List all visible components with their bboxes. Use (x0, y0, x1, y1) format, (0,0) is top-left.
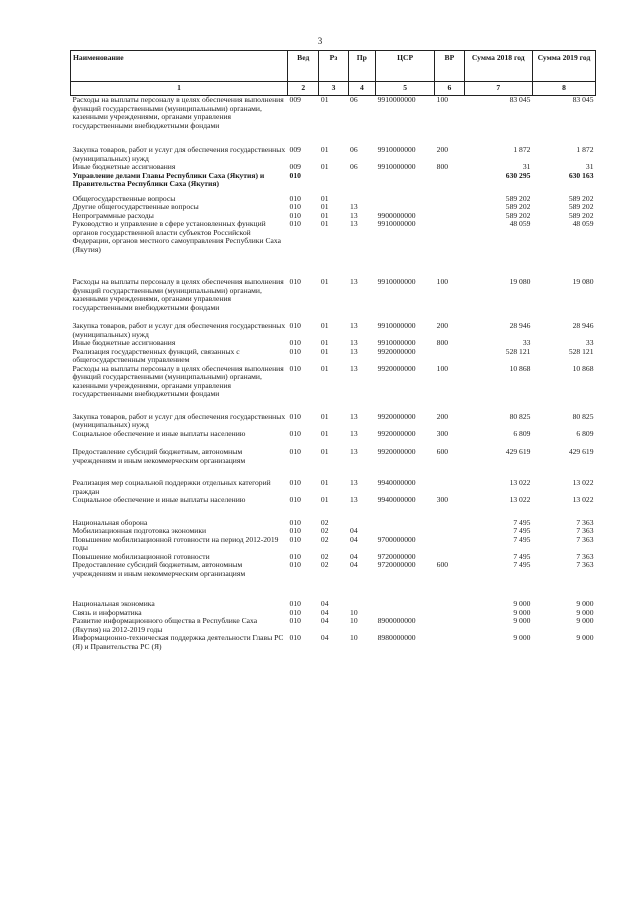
row-ved: 010 (289, 202, 301, 211)
row-name: Социальное обеспечение и иные выплаты населению (72, 428, 246, 438)
column-number: 6 (435, 82, 464, 96)
row-name: Закупка товаров, работ и услуг для обеспечения государственных (муниципальных) нужд (72, 321, 286, 339)
row-ved: 010 (289, 447, 301, 456)
row-pr: 06 (350, 162, 358, 171)
row-sum-2019: 10 868 (572, 363, 594, 373)
row-vr: 100 (436, 277, 449, 286)
row-name: Развитие информационного общества в Республике Саха (Якутия) на 2012-2019 годы (72, 616, 258, 634)
row-vr: 300 (436, 495, 449, 504)
table-row (71, 634, 596, 651)
row-csr: 9720000000 (377, 551, 416, 561)
row-sum-2019: 7 363 (576, 560, 594, 569)
row-vr (435, 617, 464, 634)
table-row (71, 496, 596, 519)
row-ved: 010 (289, 607, 301, 617)
row-vr (435, 212, 464, 221)
row-rz: 01 (320, 95, 329, 104)
row-rz: 01 (320, 202, 329, 211)
row-pr: 04 (350, 526, 358, 535)
row-name: Расходы на выплаты персоналу в целях обеспечения выполнения функций государственными (муниципальными) органами, казенными учреждениями, органами управления государственными внебюджетными фондами (72, 277, 284, 312)
row-csr (376, 195, 435, 204)
row-csr: 9910000000 (377, 338, 416, 347)
row-vr: 100 (436, 95, 449, 104)
row-sum-2019: 429 619 (568, 447, 594, 456)
row-rz: 01 (320, 447, 329, 456)
row-sum-2018: 28 946 (509, 321, 531, 330)
row-rz: 01 (320, 210, 329, 220)
row-csr: 9920000000 (377, 363, 416, 373)
row-rz: 04 (320, 607, 329, 617)
row-name: Другие общегосударственные вопросы (72, 202, 199, 211)
row-sum-2018: 589 202 (505, 210, 531, 220)
table-row (71, 96, 596, 147)
table-row (71, 430, 596, 449)
table-row (71, 479, 596, 496)
row-csr: 9720000000 (377, 560, 416, 569)
row-name: Расходы на выплаты персоналу в целях обеспечения выполнения функций государственными (муниципальными) органами, казенными учреждениями, органами управления государственными внебюджетными фондами (72, 95, 284, 130)
column-number: 4 (348, 82, 376, 96)
row-csr: 9910000000 (377, 277, 416, 286)
column-number: 2 (288, 82, 319, 96)
row-sum-2019: 9 000 (576, 599, 594, 608)
row-rz: 01 (320, 346, 329, 356)
row-ved: 010 (289, 219, 301, 228)
row-name: Реализация государственных функций, связанных с общегосударственным управлением (72, 346, 240, 364)
row-sum-2018: 7 495 (513, 551, 531, 561)
row-sum-2019: 83 045 (572, 95, 594, 104)
row-sum-2019: 9 000 (576, 616, 594, 625)
row-ved: 010 (289, 321, 301, 330)
row-pr: 13 (350, 321, 358, 330)
row-rz: 01 (320, 495, 329, 504)
column-number: 3 (319, 82, 348, 96)
row-rz: 01 (320, 363, 329, 373)
row-vr (435, 600, 464, 609)
row-rz: 01 (320, 321, 329, 330)
table-row (71, 536, 596, 553)
row-sum-2018: 528 121 (505, 346, 531, 356)
header-sum-2019: Сумма 2019 год (532, 51, 595, 82)
row-name: Предоставление субсидий бюджетным, автономным учреждениям и иным некоммерческим организациям (72, 560, 246, 578)
row-name: Закупка товаров, работ и услуг для обеспечения государственных (муниципальных) нужд (72, 145, 286, 163)
table-row (71, 448, 596, 479)
row-sum-2019: 33 (585, 338, 594, 347)
row-rz: 04 (320, 616, 329, 625)
row-pr: 04 (350, 551, 358, 561)
row-sum-2019: 589 202 (568, 202, 594, 211)
row-sum-2018: 6 809 (513, 428, 531, 438)
row-name: Закупка товаров, работ и услуг для обеспечения государственных (муниципальных) нужд (72, 411, 286, 429)
row-csr: 9900000000 (377, 210, 416, 220)
row-ved: 010 (289, 517, 301, 527)
row-name: Связь и информатика (72, 607, 142, 617)
row-sum-2018: 7 495 (513, 517, 531, 527)
table-row (71, 172, 596, 195)
row-vr: 600 (436, 447, 449, 456)
row-sum-2019: 13 022 (572, 495, 594, 504)
row-vr: 800 (436, 162, 449, 171)
row-sum-2018: 7 495 (513, 526, 531, 535)
row-pr: 13 (350, 219, 358, 228)
row-sum-2018: 19 080 (509, 277, 531, 286)
row-sum-2018: 9 000 (513, 607, 531, 617)
row-rz: 01 (320, 219, 329, 228)
row-pr: 10 (350, 607, 358, 617)
column-number-row (71, 82, 596, 96)
row-name: Реализация мер социальной поддержки отдельных категорий граждан (72, 478, 271, 496)
row-ved: 010 (289, 599, 301, 608)
row-pr: 06 (350, 145, 358, 154)
row-ved: 010 (289, 428, 301, 438)
row-vr (435, 634, 464, 651)
row-name: Руководство и управление в сфере установленных функций органов государственной власти субъектов Российской Федерации, органов местного самоуправления Республики Саха (Якутия) (72, 219, 281, 254)
row-ved: 010 (289, 170, 301, 180)
row-sum-2019: 7 363 (576, 534, 594, 544)
row-sum-2018: 7 495 (513, 560, 531, 569)
table-header-row (71, 51, 596, 82)
row-rz: 01 (320, 277, 329, 286)
row-sum-2018: 589 202 (505, 193, 531, 203)
page-number: 3 (317, 36, 323, 46)
row-pr: 13 (350, 478, 358, 487)
row-pr: 13 (350, 411, 358, 421)
table-body (71, 96, 596, 652)
row-sum-2018: 9 000 (513, 633, 531, 642)
table-row (71, 278, 596, 322)
row-csr: 9920000000 (377, 447, 416, 456)
row-pr: 06 (350, 95, 358, 104)
row-pr (348, 172, 376, 195)
row-rz: 01 (320, 338, 329, 347)
row-vr (435, 348, 464, 365)
row-ved: 009 (289, 95, 301, 104)
row-ved: 009 (289, 145, 301, 154)
row-vr (435, 519, 464, 528)
row-name: Предоставление субсидий бюджетным, автономным учреждениям и иным некоммерческим организациям (72, 447, 246, 465)
table-row (71, 220, 596, 278)
row-vr (435, 609, 464, 618)
row-csr: 9910000000 (377, 145, 416, 154)
row-pr: 13 (350, 210, 358, 220)
row-csr (376, 172, 435, 195)
row-vr (435, 536, 464, 553)
row-rz (319, 172, 348, 195)
row-ved: 010 (289, 210, 301, 220)
row-rz: 02 (320, 534, 329, 544)
row-ved: 010 (289, 616, 301, 625)
row-rz: 02 (320, 526, 329, 535)
row-vr: 300 (436, 428, 449, 438)
row-ved: 010 (289, 277, 301, 286)
table-row (71, 348, 596, 365)
row-vr (435, 527, 464, 536)
row-sum-2019: 9 000 (576, 633, 594, 642)
row-pr: 10 (350, 633, 358, 642)
row-vr (435, 195, 464, 204)
row-vr: 600 (436, 560, 449, 569)
row-sum-2019: 19 080 (572, 277, 594, 286)
header-rz: Рз (319, 51, 348, 82)
row-csr: 9940000000 (377, 478, 416, 487)
column-number: 1 (71, 82, 288, 96)
row-name: Управление делами Главы Республики Саха (Якутия) и Правительства Республики Саха (Якутия) (72, 170, 265, 188)
column-number: 7 (464, 82, 532, 96)
row-sum-2019: 7 363 (576, 517, 594, 527)
row-ved: 009 (289, 162, 301, 171)
row-rz: 01 (320, 428, 329, 438)
row-name: Национальная экономика (72, 599, 155, 608)
row-csr: 8980000000 (377, 633, 416, 642)
row-sum-2019: 589 202 (568, 210, 594, 220)
row-sum-2018: 83 045 (509, 95, 531, 104)
row-csr (376, 600, 435, 609)
row-rz: 04 (320, 633, 329, 642)
row-sum-2019: 48 059 (572, 219, 594, 228)
row-sum-2019: 6 809 (576, 428, 594, 438)
header-name: Наименование (71, 51, 288, 82)
row-vr (435, 172, 464, 195)
row-csr: 8900000000 (377, 616, 416, 625)
row-ved: 010 (289, 560, 301, 569)
row-vr: 100 (436, 363, 449, 373)
row-sum-2018: 80 825 (509, 411, 531, 421)
row-ved: 010 (289, 633, 301, 642)
row-rz: 02 (320, 551, 329, 561)
row-name: Иные бюджетные ассигнования (72, 338, 176, 347)
row-sum-2018: 13 022 (509, 495, 531, 504)
row-csr: 9920000000 (377, 411, 416, 421)
row-name: Расходы на выплаты персоналу в целях обеспечения выполнения функций государственными (муниципальными) органами, казенными учреждениями, органами управления государственными внебюджетными фондами (72, 363, 284, 398)
row-sum-2018: 1 872 (513, 145, 531, 154)
row-rz: 01 (320, 162, 329, 171)
table-row (71, 413, 596, 430)
row-name: Информационно-техническая поддержка деятельности Главы РС (Я) и Правительства РС (Я) (72, 633, 284, 651)
row-rz: 01 (320, 145, 329, 154)
table-row (71, 146, 596, 163)
row-name: Социальное обеспечение и иные выплаты населению (72, 495, 246, 504)
row-sum-2019: 589 202 (568, 193, 594, 203)
row-name: Иные бюджетные ассигнования (72, 162, 176, 171)
row-sum-2018: 429 619 (505, 447, 531, 456)
row-sum-2019: 630 163 (568, 170, 594, 180)
row-csr: 9910000000 (377, 162, 416, 171)
row-ved: 010 (289, 363, 301, 373)
row-rz: 02 (320, 560, 329, 569)
row-pr: 13 (350, 202, 358, 211)
row-sum-2018: 31 (522, 162, 531, 171)
row-pr: 13 (350, 346, 358, 356)
row-vr: 200 (436, 321, 449, 330)
row-name: Общегосударственные вопросы (72, 193, 176, 203)
row-rz: 01 (320, 411, 329, 421)
row-name: Непрограммные расходы (72, 210, 154, 220)
row-sum-2019: 528 121 (568, 346, 594, 356)
table-row (71, 561, 596, 600)
row-vr: 200 (436, 411, 449, 421)
header-sum-2018: Сумма 2018 год (464, 51, 532, 82)
row-ved: 010 (289, 346, 301, 356)
row-rz: 02 (320, 517, 329, 527)
column-number: 5 (376, 82, 435, 96)
row-pr: 04 (350, 560, 358, 569)
row-pr: 10 (350, 616, 358, 625)
row-rz: 01 (320, 193, 329, 203)
row-csr: 9910000000 (377, 321, 416, 330)
row-rz: 01 (320, 478, 329, 487)
row-sum-2019: 9 000 (576, 607, 594, 617)
header-csr: ЦСР (376, 51, 435, 82)
header-pr: Пр (348, 51, 376, 82)
row-ved: 010 (289, 478, 301, 487)
row-sum-2018: 33 (522, 338, 531, 347)
row-pr: 13 (350, 338, 358, 347)
row-vr: 800 (436, 338, 449, 347)
row-pr: 13 (350, 447, 358, 456)
row-sum-2019: 7 363 (576, 526, 594, 535)
row-ved: 010 (289, 193, 301, 203)
row-csr: 9920000000 (377, 346, 416, 356)
row-csr (376, 519, 435, 528)
row-ved: 010 (289, 338, 301, 347)
row-pr: 04 (350, 534, 358, 544)
header-vr: ВР (435, 51, 464, 82)
row-vr (435, 220, 464, 278)
row-sum-2018: 13 022 (509, 478, 531, 487)
budget-table (70, 50, 596, 651)
row-rz: 04 (320, 599, 329, 608)
row-pr: 13 (350, 277, 358, 286)
row-vr (435, 203, 464, 212)
row-sum-2019: 80 825 (572, 411, 594, 421)
row-ved: 010 (289, 495, 301, 504)
table-row (71, 617, 596, 634)
row-sum-2019: 13 022 (572, 478, 594, 487)
table-row (71, 365, 596, 413)
row-pr: 13 (350, 495, 358, 504)
row-sum-2019: 31 (585, 162, 594, 171)
row-sum-2018: 48 059 (509, 219, 531, 228)
row-csr: 9700000000 (377, 534, 416, 544)
row-csr: 9910000000 (377, 219, 416, 228)
row-sum-2019: 28 946 (572, 321, 594, 330)
row-ved: 010 (289, 411, 301, 421)
table-row (71, 322, 596, 339)
row-csr: 9920000000 (377, 428, 416, 438)
row-vr (435, 479, 464, 496)
row-sum-2018: 7 495 (513, 534, 531, 544)
row-ved: 010 (289, 534, 301, 544)
row-ved: 010 (289, 551, 301, 561)
column-number: 8 (532, 82, 595, 96)
row-sum-2018: 630 295 (505, 170, 531, 180)
row-sum-2018: 9 000 (513, 599, 531, 608)
row-csr: 9940000000 (377, 495, 416, 504)
row-name: Повышение мобилизационной готовности на период 2012-2019 годы (72, 534, 279, 552)
row-sum-2018: 9 000 (513, 616, 531, 625)
row-name: Мобилизационная подготовка экономики (72, 526, 207, 535)
header-ved: Вед (288, 51, 319, 82)
row-pr: 13 (350, 428, 358, 438)
row-sum-2019: 1 872 (576, 145, 594, 154)
row-csr: 9910000000 (377, 95, 416, 104)
row-sum-2018: 10 868 (509, 363, 531, 373)
row-name: Национальная оборона (72, 517, 148, 527)
row-sum-2019: 7 363 (576, 551, 594, 561)
row-name: Повышение мобилизационной готовности (72, 551, 210, 561)
row-vr: 200 (436, 145, 449, 154)
row-sum-2018: 589 202 (505, 202, 531, 211)
row-ved: 010 (289, 526, 301, 535)
row-pr: 13 (350, 363, 358, 373)
